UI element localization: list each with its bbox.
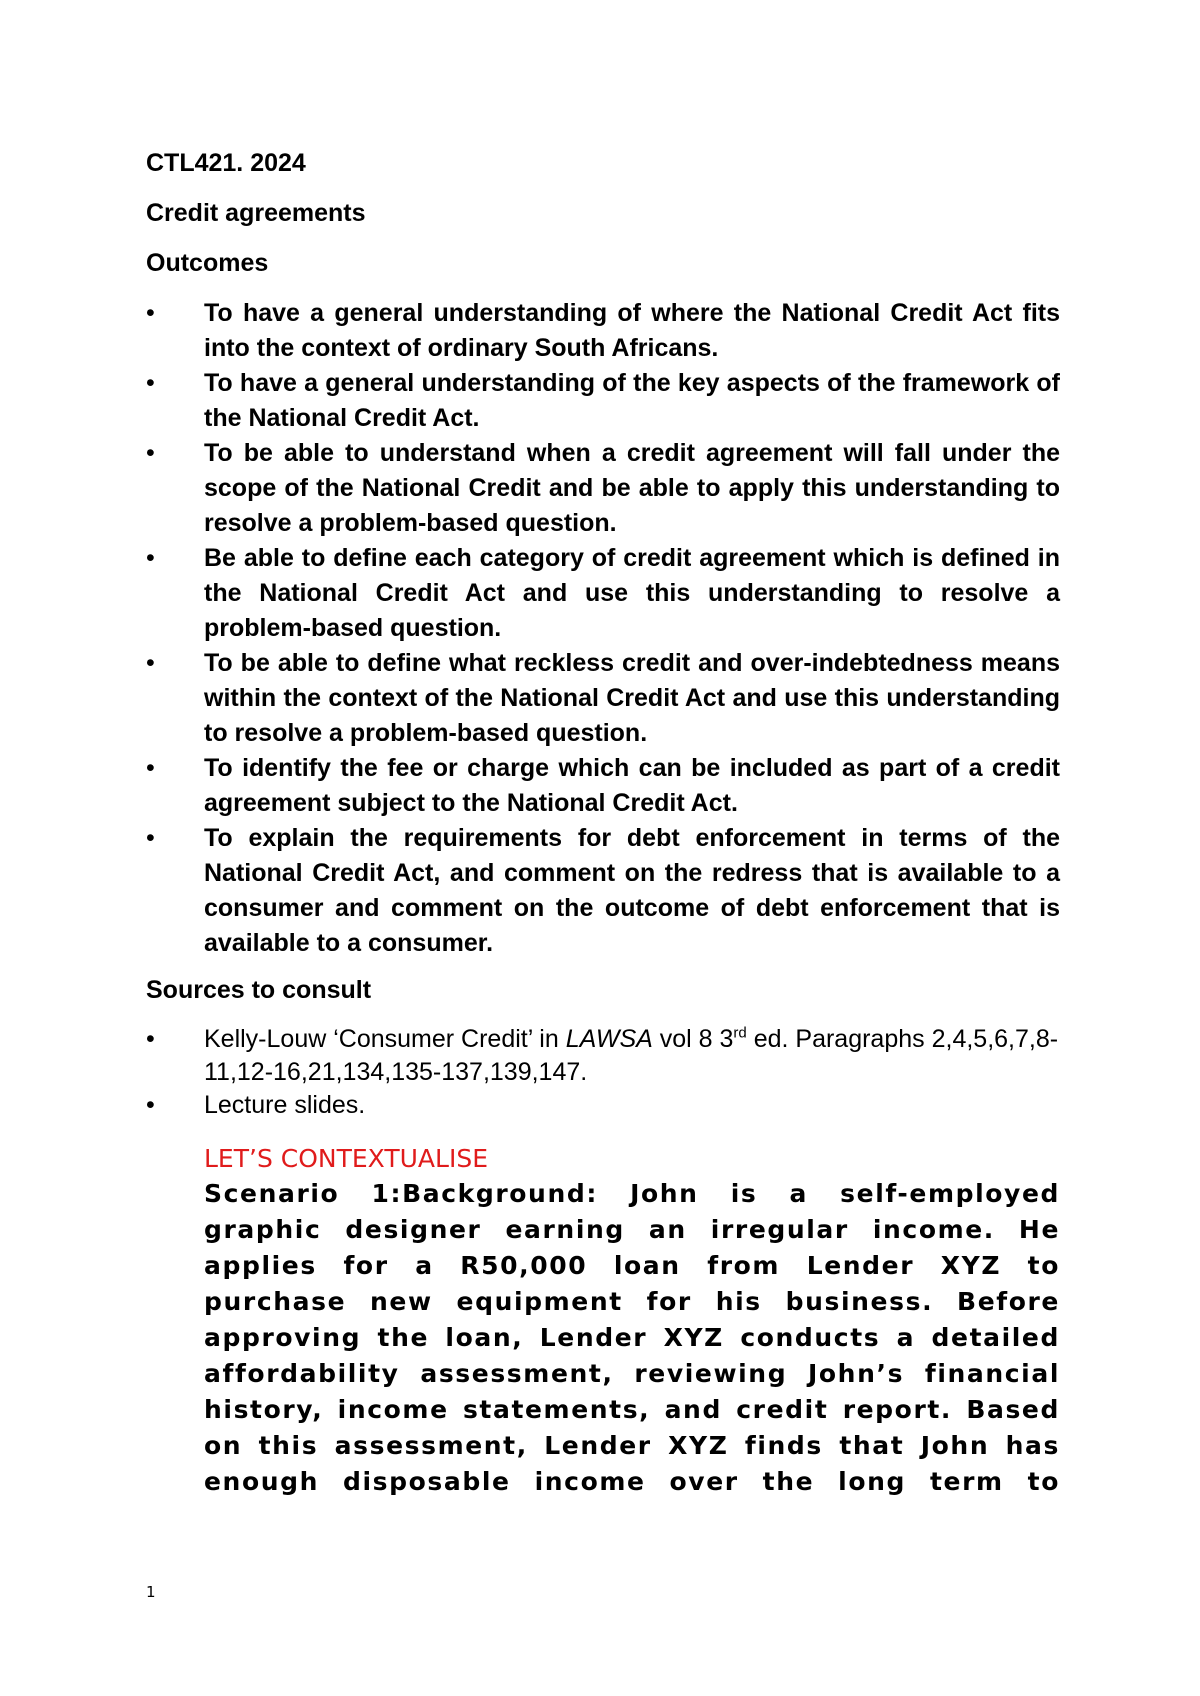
outcomes-heading: Outcomes [146, 249, 269, 277]
scenario-line: on this assessment, Lender XYZ finds that John has [204, 1431, 1060, 1460]
scenario-line: enough disposable income over the long term to [204, 1467, 1060, 1496]
source-italic-title: LAWSA [565, 1025, 653, 1053]
outcome-item: • To be able to define what reckless credit and over-indebtedness means within the context of the National Credit Act and use this understanding to resolve a problem-based question. [146, 646, 1060, 751]
scenario-line: purchase new equipment for his business. Before [204, 1287, 1060, 1316]
outcome-item: • To identify the fee or charge which can be included as part of a credit agreement subject to the National Credit Act. [146, 751, 1060, 821]
source-text: Kelly-Louw ‘Consumer Credit’ in [204, 1025, 566, 1053]
outcomes-list [146, 296, 1060, 961]
scenario-line: approving the loan, Lender XYZ conducts a detailed [204, 1323, 1060, 1352]
outcome-item: • Be able to define each category of credit agreement which is defined in the National Credit Act and use this understanding to resolve a problem-based question. [146, 541, 1060, 646]
scenario-line: applies for a R50,000 loan from Lender XYZ to [204, 1251, 1060, 1280]
document-title: CTL421. 2024 [146, 149, 306, 177]
page-number: 1 [146, 1583, 156, 1601]
document-subtitle: Credit agreements [146, 199, 366, 227]
source-superscript: rd [733, 1024, 747, 1042]
scenario-line: Scenario 1:Background: John is a self-employed [204, 1179, 1060, 1208]
outcome-item: • To explain the requirements for debt enforcement in terms of the National Credit Act, and comment on the redress that is available to a consumer and comment on the outcome of debt enforcement that is available to a consumer. [146, 821, 1060, 961]
source-item: • Lecture slides. [146, 1089, 1060, 1122]
scenario-line: history, income statements, and credit report. Based [204, 1395, 1060, 1424]
section-label: LET’S CONTEXTUALISE [204, 1144, 488, 1173]
sources-list [146, 1023, 1060, 1122]
outcome-item: • To have a general understanding of the key aspects of the framework of the National Credit Act. [146, 366, 1060, 436]
scenario-paragraph [146, 1176, 1060, 1500]
outcome-item: • To be able to understand when a credit agreement will fall under the scope of the National Credit and be able to apply this understanding to resolve a problem-based question. [146, 436, 1060, 541]
source-item [146, 1023, 1060, 1089]
source-text: ed. Paragraphs 2,4,5,6,7,8-11,12-16,21,134,135-137,139,147. [204, 1025, 1059, 1086]
outcome-item: • To have a general understanding of where the National Credit Act fits into the context of ordinary South Africans. [146, 296, 1060, 366]
sources-heading: Sources to consult [146, 976, 372, 1004]
page-content [146, 146, 1060, 1500]
scenario-line: affordability assessment, reviewing John’s financial [204, 1359, 1060, 1388]
source-text: vol 8 3 [652, 1025, 734, 1053]
scenario-line: graphic designer earning an irregular income. He [204, 1215, 1060, 1244]
